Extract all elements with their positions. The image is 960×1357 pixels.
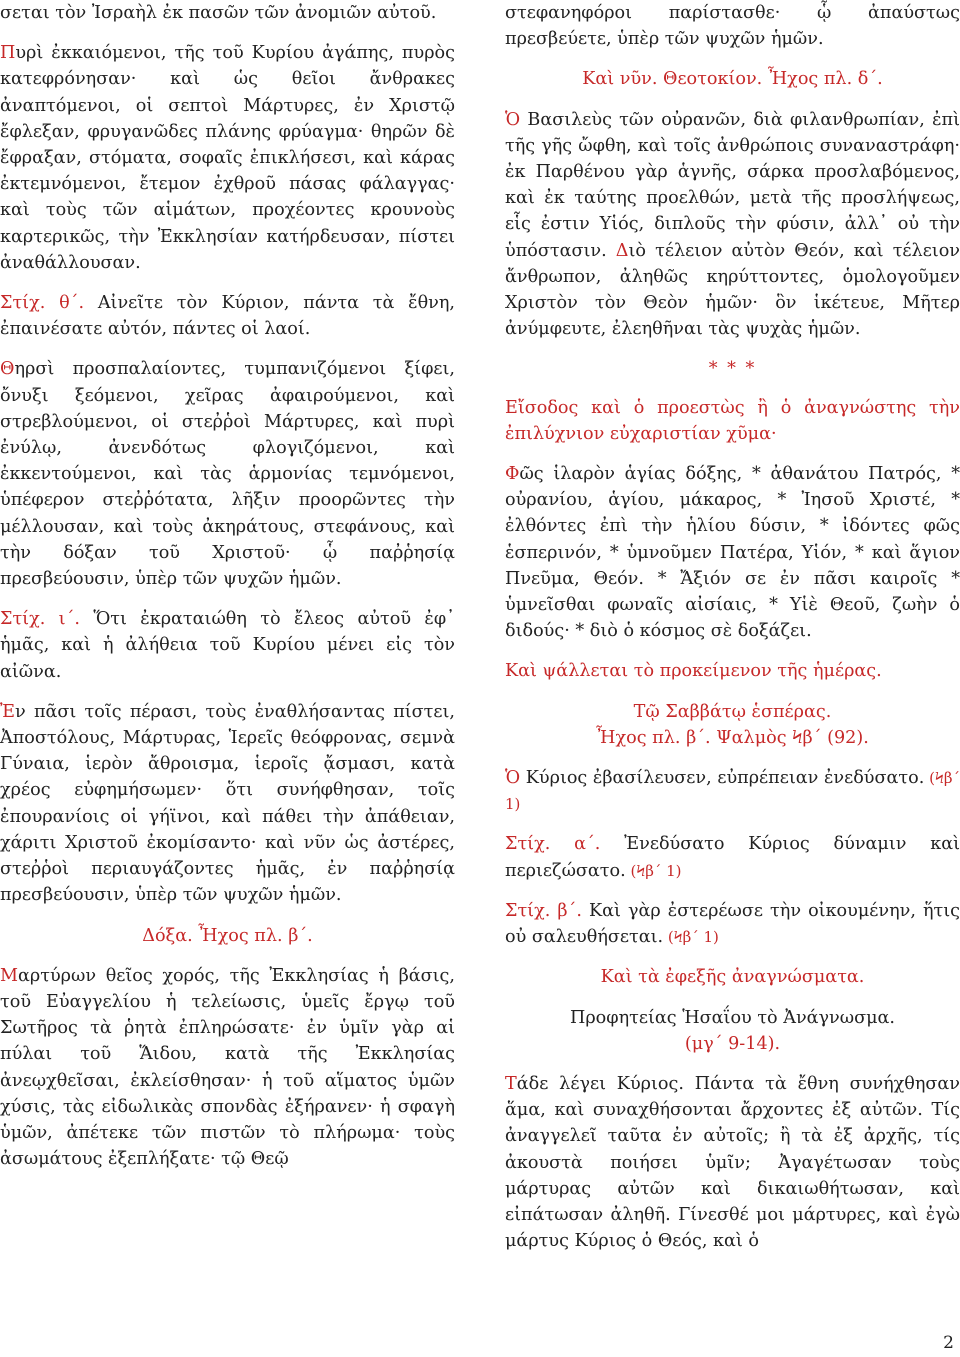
rubric-entrance: Εἴσοδος καὶ ὁ προεστὼς ἢ ὁ ἀναγνώστης τὴν ἐπιλύχνιον εὐχαριστίαν χῦμα· — [505, 397, 960, 444]
prokeimenon: Ὁ Κύριος ἐβασίλευσεν, εὐπρέπειαν ἐνεδύσατο. (Ϟβ΄ 1) — [505, 768, 960, 814]
right-column — [505, 0, 960, 1268]
verse-label: Στίχ. θ΄. — [0, 293, 85, 314]
paragraph-continuation: σεται τὸν Ἰσραὴλ ἐκ πασῶν τῶν ἀνομιῶν αὐτοῦ. — [0, 3, 437, 23]
verse-label: Στίχ. α΄. — [505, 834, 601, 855]
paragraph-continuation: στεφανηφόροι παρίστασθε· ᾧ ἀπαύστως πρεσβεύετε, ὑπὲρ τῶν ψυχῶν ἡμῶν. — [505, 3, 960, 50]
verse-1: Στίχ. θ΄. Αἰνεῖτε τὸν Κύριον, πάντα τὰ ἔθνη, ἐπαινέσατε αὐτόν, πάντες οἱ λαοί. — [0, 293, 455, 340]
initial-letter: Ὁ — [505, 109, 521, 130]
day-heading: Τῷ Σαββάτῳ ἑσπέρας. — [633, 701, 832, 722]
psalm-reference: (Ϟβ΄ 1) — [663, 928, 719, 947]
reading-text: Τάδε λέγει Κύριος. Πάντα τὰ ἔθνη συνήχθησαν ἅμα, καὶ συναχθήσονται ἄρχοντες ἐξ αὐτῶν. Τίς ἀναγγελεῖ ταῦτα ἐν αὐτοῖς; ἢ τὰ ἐξ ἀρχῆς, τίς ἀκουστὰ ποιήσει ὑμῖν; Ἀγαγέτωσαν τοὺς μάρτυρας αὐτῶν καὶ δικαιωθήτωσαν, καὶ εἰπάτωσαν ἀληθῆ. Γίνεσθέ μοι μάρτυρες, καὶ ἐγὼ μάρτυς Κύριος ὁ Θεός, καὶ ὁ — [505, 1073, 960, 1252]
verse-a: Στίχ. α΄. Ἐνεδύσατο Κύριος δύναμιν καὶ περιεζώσατο. (Ϟβ΄ 1) — [505, 834, 960, 881]
readings-heading: Καὶ τὰ ἐφεξῆς ἀναγνώσματα. — [600, 967, 865, 988]
verse-2: Στίχ. ι΄. Ὅτι ἐκραταιώθη τὸ ἔλεος αὐτοῦ ἐφ᾿ ἡμᾶς, καὶ ἡ ἀλήθεια τοῦ Κυρίου μένει εἰς τὸν αἰῶνα. — [0, 609, 455, 682]
verse-b: Στίχ. β΄. Καὶ γὰρ ἐστερέωσε τὴν οἰκουμένην, ἥτις οὐ σαλευθήσεται. (Ϟβ΄ 1) — [505, 900, 960, 948]
initial-letter: Θ — [0, 359, 15, 380]
initial-letter: Ὁ — [505, 768, 521, 789]
initial-letter: Π — [0, 43, 16, 64]
psalm-heading: Ἦχος πλ. β΄. Ψαλμὸς Ϟβ΄ (92). — [596, 727, 869, 748]
initial-letter: Ἐ — [0, 701, 16, 722]
initial-letter: Δ — [615, 240, 629, 261]
verse-label: Στίχ. ι΄. — [0, 609, 80, 630]
page-number: 2 — [943, 1333, 954, 1353]
reading-name: Προφητείας Ἡσαΐου τὸ Ἀνάγνωσμα. — [569, 1007, 895, 1028]
psalm-reference: (Ϟβ΄ 1) — [505, 769, 960, 814]
troparion-2: Θηρσὶ προσπαλαίοντες, τυμπανιζόμενοι ξίφει, ὄνυξι ξεόμενοι, χεῖρας ἀφαιρούμενοι, καὶ στρεβλούμενοι, οἱ στεῤῥοὶ Μάρτυρες, καὶ πυρὶ ἐνύλῳ, ἀνενδότως φλογιζόμενοι, καὶ ἐκκεντούμενοι, καὶ τὰς ἁρμονίας τεμνόμενοι, ὑπέφερον στεῤῥότατα, λῆξιν προορῶντες τὴν μέλλουσαν, καὶ τοὺς ἀκηράτους, στεφάνους, καὶ τὴν δόξαν τοῦ Χριστοῦ· ᾧ παῤῥησίᾳ πρεσβεύουσιν, ὑπὲρ τῶν ψυχῶν ἡμῶν. — [0, 359, 455, 590]
troparion-3: Ἐν πᾶσι τοῖς πέρασι, τοὺς ἐναθλήσαντας πίστει, Ἀποστόλους, Μάρτυρας, Ἱερεῖς θεόφρονας, σεμνὰ Γύναια, ἱερὸν ἄθροισμα, ἱεροῖς ᾄσμασι, κατὰ χρέος εὐφημήσωμεν· ὅτι συνήφθησαν, τοῖς ἐπουρανίοις οἱ γήϊνοι, καὶ πάθει τὴν ἀπάθειαν, χάριτι Χριστοῦ ἐκομίσαντο· καὶ νῦν ὡς ἀστέρες, στεῤῥοὶ περιαυγάζοντες ἡμᾶς, ἐν παῤῥησίᾳ πρεσβεύουσιν, ὑπὲρ τῶν ψυχῶν ἡμῶν. — [0, 701, 455, 906]
left-column — [0, 0, 455, 1186]
troparion-1: Πυρὶ ἐκκαιόμενοι, τῆς τοῦ Κυρίου ἀγάπης, πυρὸς κατεφρόνησαν· καὶ ὡς θεῖοι ἄνθρακες ἀναπτόμενοι, οἱ σεπτοὶ Μάρτυρες, ἐν Χριστῷ ἔφλεξαν, φρυγανῶδες πλάνης φρύαγμα· θηρῶν δὲ ἔφραξαν, στόματα, σοφαῖς ἐπικλήσεσι, καὶ κάρας ἐκτεμνόμενοι, ἔτεμον ἐχθροῦ πάσας φάλαγγας· καὶ τοὺς τῶν αἱμάτων, προχέοντες κρουνοὺς καρτερικῶς, τὴν Ἐκκλησίαν κατήρδευσαν, πίστει ἀναθάλλουσαν. — [0, 43, 455, 273]
prokeimenon-heading — [505, 699, 960, 751]
theotokion-heading: Καὶ νῦν. Θεοτοκίον. Ἦχος πλ. δ΄. — [582, 69, 883, 90]
doxastikon: Μαρτύρων θεῖος χορός, τῆς Ἐκκλησίας ἡ βάσις, τοῦ Εὐαγγελίου ἡ τελείωσις, ὑμεῖς ἔργῳ τοῦ Σωτῆρος τὰ ῥητὰ ἐπληρώσατε· ἐν ὑμῖν γὰρ αἱ πύλαι τοῦ Ἅιδου, κατὰ τῆς Ἐκκλησίας ἀνεῳχθεῖσαι, ἐκλείσθησαν· ἡ τοῦ αἵματος ὑμῶν χύσις, τὰς εἰδωλικὰς σπονδὰς ἐξήρανεν· ἡ σφαγὴ ὑμῶν, ἀπέτεκε τῶν πιστῶν τὸ πλήρωμα· τοὺς ἀσωμάτους ἐξεπλήξατε· τῷ Θεῷ — [0, 965, 455, 1170]
phos-hilaron: Φῶς ἱλαρὸν ἁγίας δόξης, * ἀθανάτου Πατρός, * οὐρανίου, ἁγίου, μάκαρος, * Ἰησοῦ Χριστέ, * ἐλθόντες ἐπὶ τὴν ἡλίου δύσιν, * ἰδόντες φῶς ἑσπερινόν, * ὑμνοῦμεν Πατέρα, Υἱόν, * καὶ ἅγιον Πνεῦμα, Θεόν. * Ἄξιόν σε ἐν πᾶσι καιροῖς * ὑμνεῖσθαι φωναῖς αἰσίαις, * Υἱὲ Θεοῦ, ζωὴν ὁ διδούς· * διὸ ὁ κόσμος σὲ δοξάζει. — [505, 464, 960, 642]
reading-title — [505, 1005, 960, 1057]
initial-letter: Μ — [0, 965, 19, 986]
section-separator: * * * — [708, 359, 757, 380]
psalm-reference: (Ϟβ΄ 1) — [625, 861, 682, 880]
initial-letter: Τ — [505, 1073, 517, 1094]
initial-letter: Φ — [505, 464, 520, 485]
reading-reference: (μγ΄ 9-14). — [684, 1033, 781, 1054]
verse-label: Στίχ. β΄. — [505, 900, 582, 921]
rubric-prokeimenon: Καὶ ψάλλεται τὸ προκείμενον τῆς ἡμέρας. — [505, 661, 882, 682]
theotokion: Ὁ Βασιλεὺς τῶν οὐρανῶν, διὰ φιλανθρωπίαν, ἐπὶ τῆς γῆς ὤφθη, καὶ τοῖς ἀνθρώποις συναναστράφη· ἐκ Παρθένου γὰρ ἁγνῆς, σάρκα προσλαβόμενος, καὶ ἐκ ταύτης προελθών, μετὰ τῆς προσλήψεως, εἷς ἐστιν Υἱός, διπλοῦς τὴν φύσιν, ἀλλ᾿ οὐ τὴν ὑπόστασιν. Διὸ τέλειον αὐτὸν Θεόν, καὶ τέλειον ἄνθρωπον, ἀληθῶς κηρύττοντες, ὁμολογοῦμεν Χριστὸν τὸν Θεὸν ἡμῶν· ὃν ἱκέτευε, Μῆτερ ἀνύμφευτε, ἐλεηθῆναι τὰς ψυχὰς ἡμῶν. — [505, 109, 960, 340]
doxa-heading: Δόξα. Ἦχος πλ. β΄. — [142, 925, 313, 946]
